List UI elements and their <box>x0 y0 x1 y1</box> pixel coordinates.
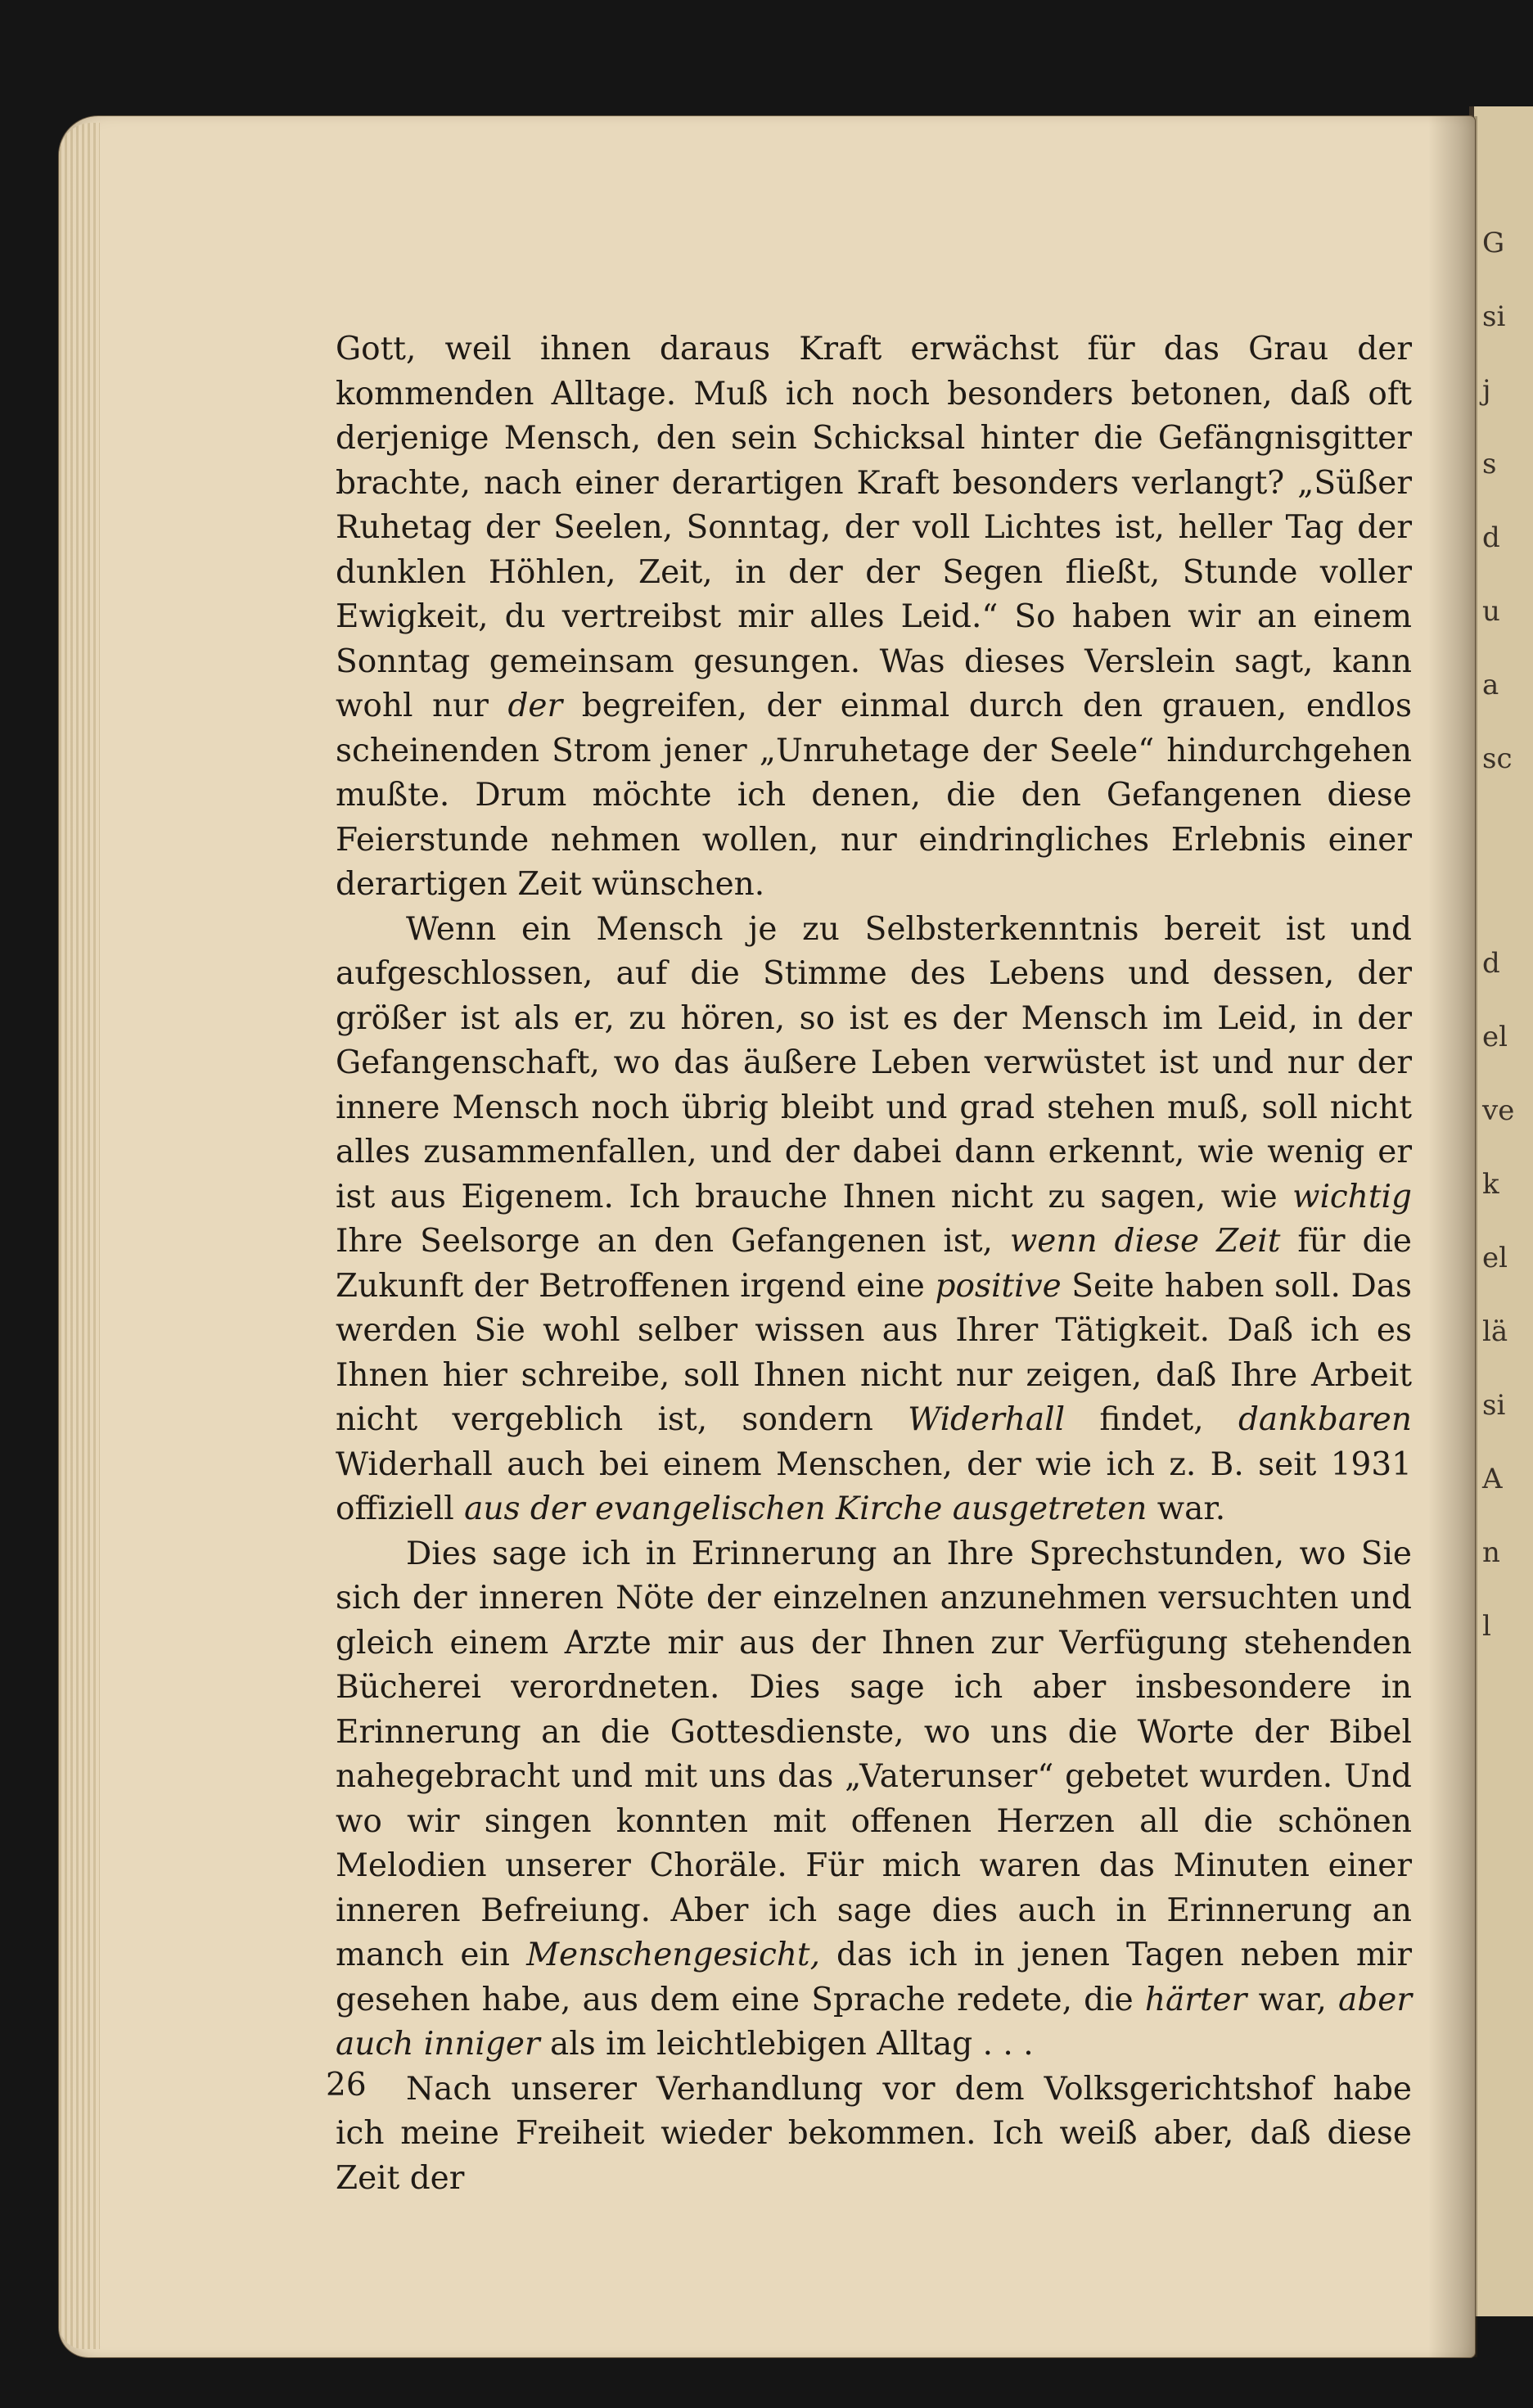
text-run: Seite haben soll. Das werden Sie wohl selber wissen aus Ihrer Tätigkeit. Daß ich es Ihnen hier schreibe, soll Ihnen nicht nur zeigen, daß Ihre Arbeit nicht vergeblich ist, sondern <box>336 1267 1413 1438</box>
text-run: Widerhall auch bei einem Menschen, der wie ich z. B. seit 1931 offiziell <box>336 1445 1412 1527</box>
text-run: Dies sage ich in Erinnerung an Ihre Sprechstunden, wo Sie sich der inneren Nöte der einzelnen anzunehmen versuchten und gleich einem Arzte mir aus der Ihnen zur Verfügung stehenden Bücherei verordneten. Dies sage ich aber insbesondere in Erinnerung an die Gottesdienste, wo uns die Worte der Bibel nahegebracht und mit uns das „Vaterunser“ gebetet wurden. Und wo wir singen konnten mit offenen Herzen all die schönen Melodien unserer Choräle. Für mich waren das Minuten einer inneren Befreiung. Aber ich sage dies auch in Erinnerung an manch ein <box>336 1535 1412 1973</box>
page-text <box>336 327 1412 2201</box>
spine-shadow <box>1428 116 1477 2357</box>
paragraph <box>336 2068 1412 2202</box>
facing-page-fragment: a <box>1482 669 1499 701</box>
text-run: das ich in jenen Tagen neben mir gesehen habe, aus dem eine Sprache redete, die <box>336 1937 1412 2018</box>
facing-page-fragment: el <box>1482 1242 1508 1274</box>
italic-text: aus der evangelischen Kirche ausgetreten <box>464 1490 1147 1527</box>
text-run: für die Zukunft der Betroffenen irgend eine <box>336 1223 1412 1305</box>
facing-page-fragment: n <box>1482 1536 1500 1569</box>
facing-page-fragment: si <box>1482 1389 1506 1422</box>
facing-page-fragment: si <box>1482 300 1506 333</box>
facing-page-fragment: u <box>1482 595 1500 628</box>
text-run: war. <box>1147 1490 1226 1527</box>
italic-text: härter <box>1144 1981 1247 2018</box>
italic-text: aber auch inniger <box>336 1981 1412 2063</box>
page-edges <box>59 123 100 2349</box>
next-page-edge <box>1469 106 1533 2316</box>
facing-page-fragment: G <box>1482 227 1505 259</box>
facing-page-fragment: l <box>1482 1610 1491 1643</box>
italic-text: Menschengesicht, <box>526 1937 820 1973</box>
text-run: als im leichtlebigen Alltag . . . <box>539 2026 1034 2063</box>
page-number: 26 <box>326 2067 367 2104</box>
text-run: Wenn ein Mensch je zu Selbsterkenntnis bereit ist und aufgeschlossen, auf die Stimme des Lebens und dessen, der größer ist als er, zu hören, so ist es der Mensch im Leid, in der Gefangenschaft, wo das äußere Leben verwüstet ist und nur der innere Mensch noch übrig bleibt und grad stehen muß, soll nicht alles zusammenfallen, und der dabei dann erkennt, wie wenig er ist aus Eigenem. Ich brauche Ihnen nicht zu sagen, wie <box>336 910 1412 1215</box>
text-run: war, <box>1247 1981 1339 2018</box>
text-run: Ihre Seelsorge an den Gefangenen ist, <box>336 1223 1010 1260</box>
italic-text: Widerhall <box>908 1401 1066 1438</box>
italic-text: wenn diese Zeit <box>1009 1223 1281 1260</box>
facing-page-fragment: k <box>1482 1168 1499 1201</box>
italic-text: wichtig <box>1292 1178 1412 1215</box>
italic-text: dankbaren <box>1238 1401 1412 1438</box>
facing-page-fragment: lä <box>1482 1315 1508 1348</box>
italic-text: der <box>507 688 563 724</box>
facing-page-fragment: s <box>1482 448 1497 480</box>
italic-text: positive <box>935 1267 1062 1305</box>
facing-page-fragment: d <box>1482 521 1500 554</box>
facing-page-fragment: A <box>1482 1463 1503 1495</box>
facing-page-fragment: ve <box>1482 1094 1515 1127</box>
paragraph <box>336 908 1412 1532</box>
paragraph <box>336 327 1412 908</box>
facing-page-fragment: j <box>1482 374 1491 407</box>
text-run: Gott, weil ihnen daraus Kraft erwächst für das Grau der kommenden Alltage. Muß ich noch besonders betonen, daß oft derjenige Mensch, den sein Schicksal hinter die Gefängnisgitter brachte, nach einer derartigen Kraft besonders verlangt? „Süßer Ruhetag der Seelen, Sonntag, der voll Lichtes ist, heller Tag der dunklen Höhlen, Zeit, in der der Segen fließt, Stunde voller Ewigkeit, du vertreibst mir alles Leid.“ So haben wir an einem Sonntag gemeinsam gesungen. Was dieses Verslein sagt, kann wohl nur <box>336 331 1412 724</box>
paragraph <box>336 1532 1412 2068</box>
facing-page-fragment: sc <box>1482 742 1513 775</box>
text-run: begreifen, der einmal durch den grauen, endlos scheinenden Strom jener „Unruhetage der Seele“ hindurchgehen mußte. Drum möchte ich denen, die den Gefangenen diese Feierstunde nehmen wollen, nur eindringliches Erlebnis einer derartigen Zeit wünschen. <box>336 688 1412 903</box>
facing-page-fragment: d <box>1482 947 1500 980</box>
text-run: findet, <box>1065 1401 1238 1438</box>
text-run: Nach unserer Verhandlung vor dem Volksgerichtshof habe ich meine Freiheit wieder bekommen. Ich weiß aber, daß diese Zeit der <box>336 2070 1412 2197</box>
facing-page-fragment: el <box>1482 1021 1508 1053</box>
